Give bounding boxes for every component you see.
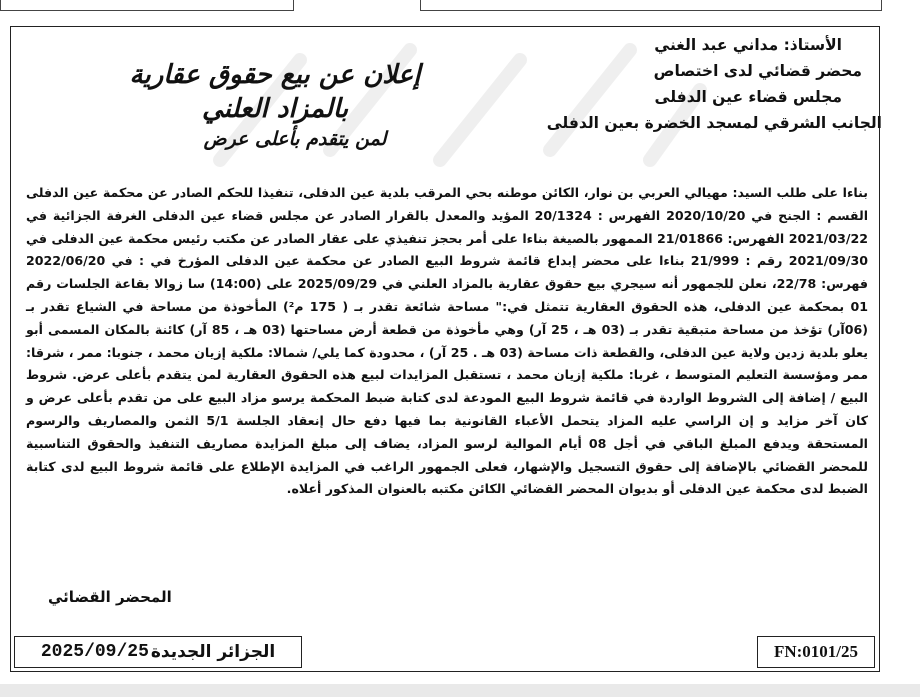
publication-date: 2025/09/25 (40, 642, 149, 662)
previous-ad-box-left (0, 0, 294, 11)
body-text: بناءا على طلب السيد: مهيالي العربي بن نوار، الكائن موطنه بحي المرقب بلدية عين الدفلى، تنفيذا للحكم الصادر عن محكمة عين الدفلى القسم : الجنح في 2020/10/20 الفهرس : 20/1324 المؤيد والمعدل بالقرار الصادر عن مجلس قضاء عين الدفلى الغرفة الجزائية في 2021/03/22 الفهرس: 21/01866 الممهور بالصيغة بناءا على أمر بحجز تنفيذي على عقار الصادر عن مكتب رئيس محكمة عين الدفلى في 2021/09/30 رقم : 21/999 بناءا على محضر إبداع قائمة شروط البيع الصادر عن محكمة عين الدفلى المؤرخ في : في 2022/06/20 فهرس: 22/78، نعلن للجمهور أنه سيجري بيع حقوق عقارية بالمزاد العلني في 2025/09/29 على (14:00) سا زوالا بقاعة الجلسات رقم 01 بمحكمة عين الدفلى، هذه الحقوق العقارية تتمثل في:" مساحة شائعة تقدر بـ ( 175 م²) المأخوذة من مساحة في الشياع تقدر بـ (06آر) تؤخذ من مساحة متبقية تقدر بـ (03 هـ ، 25 آر) وهي مأخوذة من قطعة أرض مساحتها (03 هـ ، 85 آر) كائنة بالمكان المسمى أبو يعلو بلدية زدين ولاية عين الدفلى، والقطعة ذات مساحة (03 هـ . 25 آر) ، محدودة كما يلي/ شمالا: ملكية إزيان محمد ، جنوبا: ممر ، شرقا: ممر ومؤسسة التعليم المتوسط ، غربا: ملكية إزيان محمد ، تستقبل المزايدات لبيع هذه الحقوق العقارية لمن يتقدم بأعلى عرض. شروط البيع / إضافة إلى الشروط الواردة في قائمة شروط البيع المودعة لدى كتابة ضبط المحكمة يرسو مزاد البيع على من تقدم بأعلى عرض و كان آخر مزايد و إن الراسي عليه المزاد يتحمل الأعباء القانونية بما فيها دفع حال إنعقاد الجلسة 5/1 الثمن والمصاريف والرسوم المستحقة ويدفع المبلغ الباقي في أجل 08 أيام الموالية لرسو المزاد، يضاف إلى مبلغ المزايدة مصاريف التنفيذ والحقوق التناسبية للمحضر القضائي بالإضافة إلى حقوق التسجيل والإشهار، فعلى الجمهور الراغب في المزايدة الإطلاع على قائمة شروط البيع لدى كتابة الضبط لدى محكمة عين الدفلى أو بديوان المحضر القضائي الكائن مكتبه بالعنوان المذكور أعلاه. (26, 185, 869, 497)
bailiff-title: محضر قضائي لدى اختصاص (653, 62, 862, 80)
signature: المحضر القضائي (48, 588, 172, 606)
top-strip (0, 0, 920, 16)
file-number: FN:0101/25 (757, 636, 875, 668)
previous-ad-box-right (420, 0, 882, 11)
bailiff-header (482, 32, 882, 136)
newspaper-name: الجزائر الجديدة (150, 642, 276, 662)
bottom-bar (0, 684, 920, 697)
bailiff-address: الجانب الشرقي لمسجد الخضرة بعين الدفلى (546, 114, 882, 132)
title-line-2: بالمزاد العلني (201, 94, 349, 124)
bailiff-court: مجلس قضاء عين الدفلى (654, 88, 842, 106)
announcement-title (80, 58, 470, 152)
bailiff-name: الأستاذ: مداني عبد الغني (654, 36, 842, 54)
title-line-1: إعلان عن بيع حقوق عقارية (129, 60, 421, 90)
title-line-3: لمن يتقدم بأعلى عرض (203, 128, 387, 150)
newspaper-footer (14, 636, 302, 668)
announcement-body (26, 182, 868, 501)
